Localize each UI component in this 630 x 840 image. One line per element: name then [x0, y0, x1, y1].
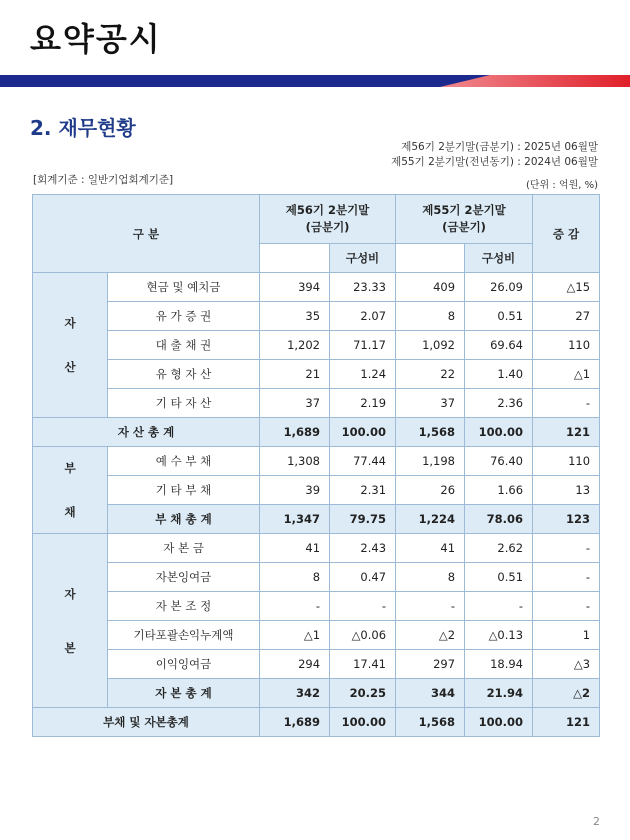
row-label: 이익잉여금 — [108, 650, 260, 679]
row-label: 자 산 총 계 — [33, 418, 260, 447]
table-row — [33, 621, 600, 650]
cell-previous-ratio: 2.62 — [465, 534, 533, 563]
row-label: 예 수 부 채 — [108, 447, 260, 476]
cell-change: △3 — [533, 650, 600, 679]
cell-change: 121 — [533, 708, 600, 737]
header-current-line2: (금분기) — [305, 220, 350, 234]
row-label: 기 타 자 산 — [108, 389, 260, 418]
cell-previous: 8 — [396, 563, 465, 592]
cell-change: - — [533, 563, 600, 592]
header-current-amount-blank — [260, 244, 330, 273]
accounting-basis: [회계기준 : 일반기업회계기준] — [33, 174, 174, 186]
table-row — [33, 331, 600, 360]
cell-current: 37 — [260, 389, 330, 418]
row-label: 부채 및 자본총계 — [33, 708, 260, 737]
cell-current-ratio: △0.06 — [330, 621, 396, 650]
header-current-ratio: 구성비 — [330, 244, 396, 273]
cell-previous: 41 — [396, 534, 465, 563]
header-previous-ratio: 구성비 — [465, 244, 533, 273]
cell-current-ratio: 1.24 — [330, 360, 396, 389]
cell-current: 1,347 — [260, 505, 330, 534]
cell-current: 294 — [260, 650, 330, 679]
cell-change: - — [533, 534, 600, 563]
header-divider-bar — [0, 72, 630, 84]
group-assets-char2: 산 — [64, 360, 76, 374]
cell-previous-ratio: 1.40 — [465, 360, 533, 389]
cell-previous: 1,568 — [396, 708, 465, 737]
cell-current: 8 — [260, 563, 330, 592]
cell-previous: 1,092 — [396, 331, 465, 360]
page-number: 2 — [593, 815, 600, 828]
cell-current-ratio: 2.07 — [330, 302, 396, 331]
row-label: 현금 및 예치금 — [108, 273, 260, 302]
cell-current-ratio: - — [330, 592, 396, 621]
cell-previous-ratio: 100.00 — [465, 418, 533, 447]
financial-table — [32, 194, 600, 737]
cell-change: - — [533, 592, 600, 621]
cell-previous-ratio: 1.66 — [465, 476, 533, 505]
unit-label: (단위 : 억원, %) — [525, 180, 598, 191]
cell-previous: 26 — [396, 476, 465, 505]
header-previous-amount-blank — [396, 244, 465, 273]
table-row — [33, 650, 600, 679]
cell-previous-ratio: 76.40 — [465, 447, 533, 476]
cell-previous-ratio: 26.09 — [465, 273, 533, 302]
cell-current: 394 — [260, 273, 330, 302]
cell-current: 41 — [260, 534, 330, 563]
cell-previous-ratio: - — [465, 592, 533, 621]
cell-previous: △2 — [396, 621, 465, 650]
header-change: 증 감 — [533, 195, 600, 273]
cell-previous-ratio: 0.51 — [465, 302, 533, 331]
cell-previous-ratio: 69.64 — [465, 331, 533, 360]
cell-change: △1 — [533, 360, 600, 389]
row-label: 대 출 채 권 — [108, 331, 260, 360]
table-row — [33, 273, 600, 302]
period-previous: 제55기 2분기말(전년동기) : 2024년 06월말 — [391, 156, 598, 168]
table-row — [33, 447, 600, 476]
cell-current-ratio: 79.75 — [330, 505, 396, 534]
cell-change: 27 — [533, 302, 600, 331]
cell-change: △2 — [533, 679, 600, 708]
header-previous-line1: 제55기 2분기말 — [422, 203, 506, 217]
section-title: 2. 재무현황 — [30, 116, 136, 140]
header-previous-period — [396, 195, 533, 244]
group-liabilities-char2: 채 — [64, 505, 76, 519]
header-previous-line2: (금분기) — [442, 220, 486, 234]
cell-current: △1 — [260, 621, 330, 650]
group-equity-char2: 본 — [64, 640, 76, 655]
cell-current: 39 — [260, 476, 330, 505]
row-label: 기타포괄손익누계액 — [108, 621, 260, 650]
table-row — [33, 360, 600, 389]
group-assets-char1: 자 — [64, 316, 76, 330]
page-title: 요약공시 — [30, 20, 162, 58]
row-label: 자 본 금 — [108, 534, 260, 563]
cell-previous: 344 — [396, 679, 465, 708]
table-row — [33, 389, 600, 418]
cell-change: 123 — [533, 505, 600, 534]
cell-current-ratio: 2.43 — [330, 534, 396, 563]
cell-previous: 409 — [396, 273, 465, 302]
cell-change: 13 — [533, 476, 600, 505]
group-equity-char1: 자 — [64, 586, 76, 601]
cell-current-ratio: 0.47 — [330, 563, 396, 592]
group-equity — [33, 534, 108, 708]
cell-current-ratio: 2.31 — [330, 476, 396, 505]
cell-change: 1 — [533, 621, 600, 650]
cell-current-ratio: 20.25 — [330, 679, 396, 708]
cell-previous-ratio: 0.51 — [465, 563, 533, 592]
cell-current: 21 — [260, 360, 330, 389]
group-assets — [33, 273, 108, 418]
cell-change: 110 — [533, 447, 600, 476]
cell-previous: 37 — [396, 389, 465, 418]
row-label: 자본잉여금 — [108, 563, 260, 592]
row-label: 유 가 증 권 — [108, 302, 260, 331]
cell-current-ratio: 23.33 — [330, 273, 396, 302]
total-row-liabilities-equity — [33, 708, 600, 737]
table-row — [33, 476, 600, 505]
row-label: 유 형 자 산 — [108, 360, 260, 389]
cell-current: 1,308 — [260, 447, 330, 476]
cell-current: 342 — [260, 679, 330, 708]
total-row-assets — [33, 418, 600, 447]
cell-current-ratio: 71.17 — [330, 331, 396, 360]
cell-change: 110 — [533, 331, 600, 360]
row-label: 자 본 조 정 — [108, 592, 260, 621]
cell-previous-ratio: 18.94 — [465, 650, 533, 679]
cell-previous-ratio: 100.00 — [465, 708, 533, 737]
cell-previous: 22 — [396, 360, 465, 389]
cell-current: 1,202 — [260, 331, 330, 360]
header-category: 구 분 — [33, 195, 260, 273]
cell-current: - — [260, 592, 330, 621]
table-header-row — [33, 195, 600, 244]
header-current-line1: 제56기 2분기말 — [285, 203, 370, 217]
cell-previous: 1,568 — [396, 418, 465, 447]
cell-change: △15 — [533, 273, 600, 302]
table-row — [33, 534, 600, 563]
table-row — [33, 563, 600, 592]
total-row-liabilities — [33, 505, 600, 534]
group-liabilities-char1: 부 — [64, 461, 76, 475]
cell-previous: 1,198 — [396, 447, 465, 476]
group-liabilities — [33, 447, 108, 534]
row-label: 자 본 총 계 — [108, 679, 260, 708]
cell-previous: 1,224 — [396, 505, 465, 534]
cell-previous-ratio: 78.06 — [465, 505, 533, 534]
table-row — [33, 592, 600, 621]
row-label: 기 타 부 채 — [108, 476, 260, 505]
cell-current: 1,689 — [260, 708, 330, 737]
cell-current-ratio: 100.00 — [330, 418, 396, 447]
cell-current: 1,689 — [260, 418, 330, 447]
cell-change: - — [533, 389, 600, 418]
table-row — [33, 302, 600, 331]
cell-previous-ratio: 2.36 — [465, 389, 533, 418]
header-current-period — [260, 195, 396, 244]
total-row-equity — [33, 679, 600, 708]
cell-current-ratio: 2.19 — [330, 389, 396, 418]
cell-previous-ratio: 21.94 — [465, 679, 533, 708]
row-label: 부 채 총 계 — [108, 505, 260, 534]
cell-current-ratio: 77.44 — [330, 447, 396, 476]
cell-change: 121 — [533, 418, 600, 447]
cell-previous-ratio: △0.13 — [465, 621, 533, 650]
cell-previous: - — [396, 592, 465, 621]
cell-current-ratio: 17.41 — [330, 650, 396, 679]
cell-previous: 297 — [396, 650, 465, 679]
cell-current-ratio: 100.00 — [330, 708, 396, 737]
period-current: 제56기 2분기말(금분기) : 2025년 06월말 — [401, 141, 598, 153]
cell-previous: 8 — [396, 302, 465, 331]
cell-current: 35 — [260, 302, 330, 331]
